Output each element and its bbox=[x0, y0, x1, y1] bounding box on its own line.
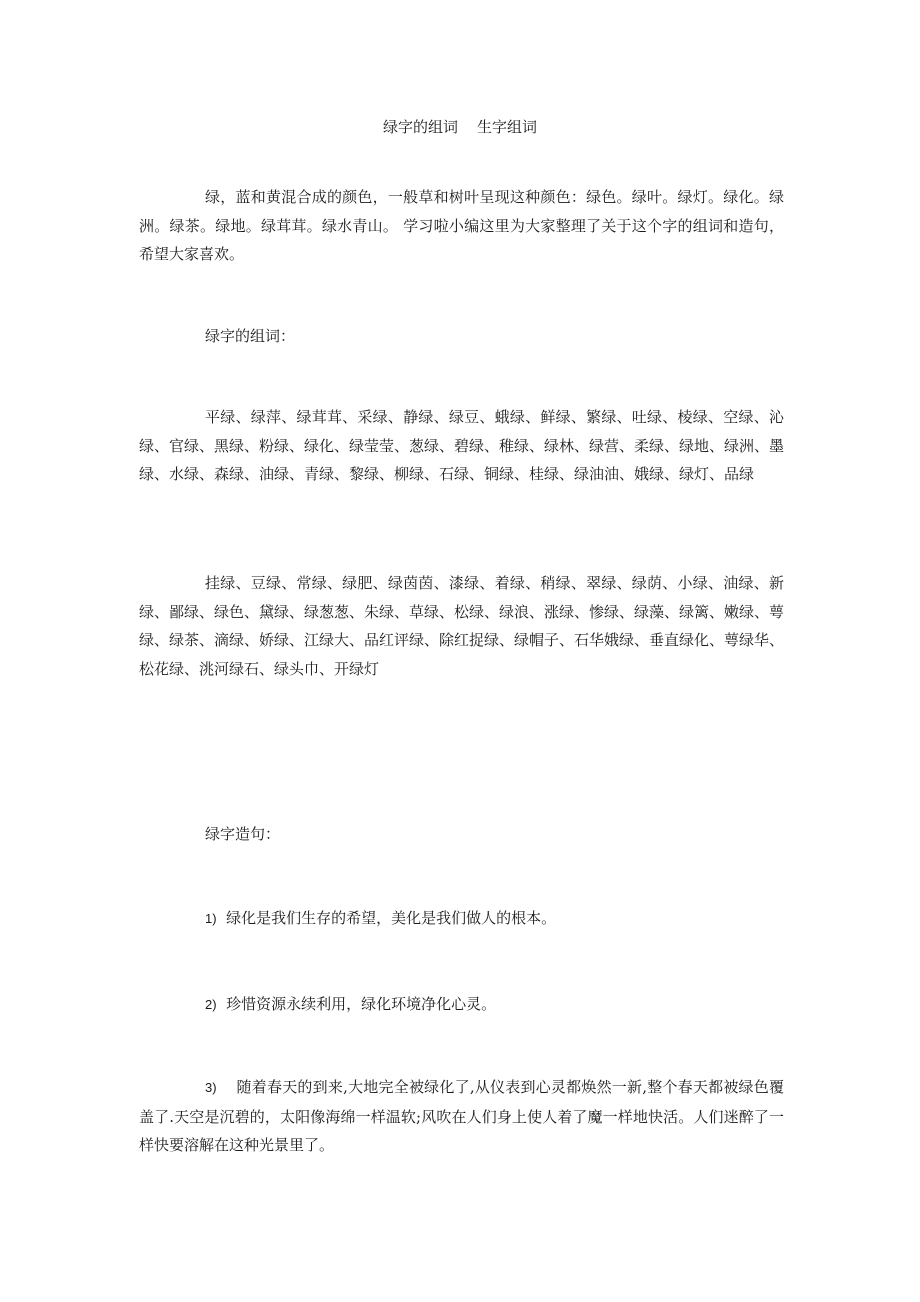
intro-paragraph: 绿，蓝和黄混合成的颜色，一般草和树叶呈现这种颜色：绿色。绿叶。绿灯。绿化。绿洲。绿茶。绿地。绿茸茸。绿水青山。 学习啦小编这里为大家整理了关于这个字的组词和造句，希望大家喜欢。 bbox=[139, 188, 784, 263]
sentence-number: 1) bbox=[205, 911, 217, 926]
example-sentence-1 bbox=[139, 904, 784, 934]
word-list-paragraph-1: 平绿、绿萍、绿茸茸、采绿、静绿、绿豆、蛾绿、鲜绿、繁绿、吐绿、棱绿、空绿、沁绿、官绿、黑绿、粉绿、绿化、绿莹莹、葱绿、碧绿、稚绿、绿林、绿营、柔绿、绿地、绿洲、墨绿、水绿、森绿、油绿、青绿、黎绿、柳绿、石绿、铜绿、桂绿、绿油油、娥绿、绿灯、品绿 bbox=[139, 408, 785, 483]
sentence-number: 2) bbox=[205, 997, 217, 1012]
sentence-text: 随着春天的到来,大地完全被绿化了,从仪表到心灵都焕然一新,整个春天都被绿色覆盖了.天空是沉碧的，太阳像海绵一样温软;风吹在人们身上使人着了魔一样地快活。人们迷醉了一样快要溶解在这种光景里了。 bbox=[139, 1078, 785, 1154]
example-sentence-3 bbox=[139, 1073, 784, 1160]
sentence-text: 绿化是我们生存的希望，美化是我们做人的根本。 bbox=[226, 909, 557, 927]
example-sentence-2 bbox=[139, 990, 784, 1020]
sentences-section-label: 绿字造句： bbox=[205, 825, 281, 843]
word-list-paragraph-2: 挂绿、豆绿、常绿、绿肥、绿茵茵、漆绿、着绿、稍绿、翠绿、绿荫、小绿、油绿、新绿、鄙绿、绿色、黛绿、绿葱葱、朱绿、草绿、松绿、绿浪、涨绿、惨绿、绿藻、绿篱、嫩绿、萼绿、绿茶、滴绿、娇绿、江绿大、品红评绿、除红捉绿、绿帽子、石华娥绿、垂直绿化、萼绿华、松花绿、洮河绿石、绿头巾、开绿灯 bbox=[139, 574, 785, 678]
sentence-text: 珍惜资源永续利用，绿化环境净化心灵。 bbox=[226, 995, 497, 1013]
words-section-label: 绿字的组词： bbox=[205, 327, 296, 345]
document-title: 绿字的组词 生字组词 bbox=[382, 118, 538, 136]
sentence-number: 3) bbox=[205, 1080, 217, 1095]
